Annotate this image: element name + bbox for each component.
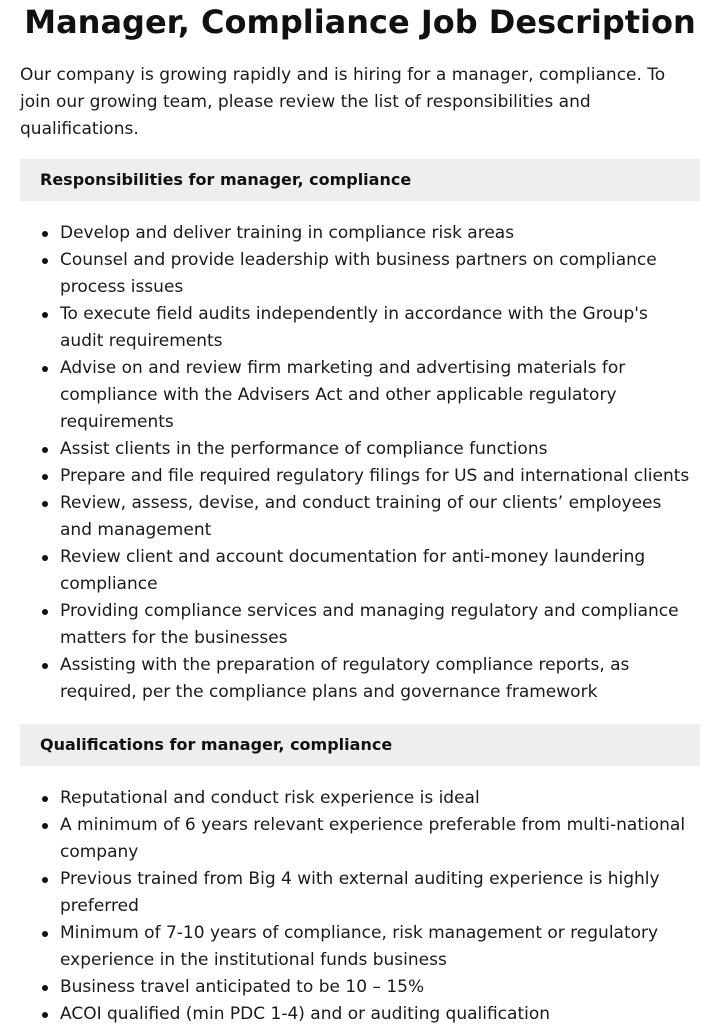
list-item: [60, 301, 700, 355]
bullet-icon: [42, 931, 48, 937]
bullet-icon: [42, 447, 48, 453]
bullet-icon: [42, 312, 48, 318]
list-item: [60, 812, 700, 866]
bullet-icon: [42, 609, 48, 615]
bullet-icon: [42, 663, 48, 669]
qualifications-list: [20, 785, 700, 1028]
bullet-icon: [42, 1012, 48, 1018]
list-item-text: Review client and account documentation for anti-money laundering compliance: [60, 547, 646, 594]
qualifications-heading: Qualifications for manager, compliance: [20, 724, 700, 766]
list-item: [60, 974, 700, 1001]
bullet-icon: [42, 823, 48, 829]
list-item: [60, 490, 700, 544]
bullet-icon: [42, 501, 48, 507]
list-item-text: Review, assess, devise, and conduct training of our clients’ employees and management: [60, 493, 662, 540]
list-item-text: To execute field audits independently in accordance with the Group's audit requirements: [60, 304, 648, 351]
list-item-text: Assist clients in the performance of compliance functions: [60, 439, 548, 459]
list-item: [60, 544, 700, 598]
list-item-text: Reputational and conduct risk experience is ideal: [60, 788, 480, 808]
bullet-icon: [42, 796, 48, 802]
list-item-text: Previous trained from Big 4 with external auditing experience is highly preferred: [60, 869, 660, 916]
responsibilities-list: [20, 220, 700, 706]
list-item-text: Advise on and review firm marketing and advertising materials for compliance with the Advisers Act and other applicable regulatory requirements: [60, 358, 626, 432]
list-item-text: Assisting with the preparation of regulatory compliance reports, as required, per the compliance plans and governance framework: [60, 655, 630, 702]
list-item-text: Prepare and file required regulatory filings for US and international clients: [60, 466, 690, 486]
bullet-icon: [42, 231, 48, 237]
list-item-text: Develop and deliver training in compliance risk areas: [60, 223, 515, 243]
list-item: [60, 355, 700, 436]
list-item-text: Counsel and provide leadership with business partners on compliance process issues: [60, 250, 657, 297]
list-item: [60, 1001, 700, 1028]
bullet-icon: [42, 366, 48, 372]
bullet-icon: [42, 985, 48, 991]
bullet-icon: [42, 474, 48, 480]
list-item-text: Business travel anticipated to be 10 – 15%: [60, 977, 425, 997]
list-item: [60, 866, 700, 920]
list-item: [60, 652, 700, 706]
list-item: [60, 598, 700, 652]
list-item-text: A minimum of 6 years relevant experience preferable from multi-national company: [60, 815, 686, 862]
list-item: [60, 436, 700, 463]
responsibilities-heading: Responsibilities for manager, compliance: [20, 159, 700, 201]
list-item: [60, 247, 700, 301]
list-item-text: ACOI qualified (min PDC 1-4) and or auditing qualification: [60, 1004, 551, 1024]
list-item-text: Providing compliance services and managing regulatory and compliance matters for the businesses: [60, 601, 679, 648]
list-item: [60, 920, 700, 974]
bullet-icon: [42, 555, 48, 561]
page-title: Manager, Compliance Job Description: [24, 3, 696, 41]
bullet-icon: [42, 258, 48, 264]
list-item: [60, 785, 700, 812]
intro-paragraph: Our company is growing rapidly and is hiring for a manager, compliance. To join our growing team, please review the list of responsibilities and qualifications.: [20, 65, 666, 139]
list-item-text: Minimum of 7-10 years of compliance, risk management or regulatory experience in the institutional funds business: [60, 923, 659, 970]
bullet-icon: [42, 877, 48, 883]
list-item: [60, 220, 700, 247]
list-item: [60, 463, 700, 490]
